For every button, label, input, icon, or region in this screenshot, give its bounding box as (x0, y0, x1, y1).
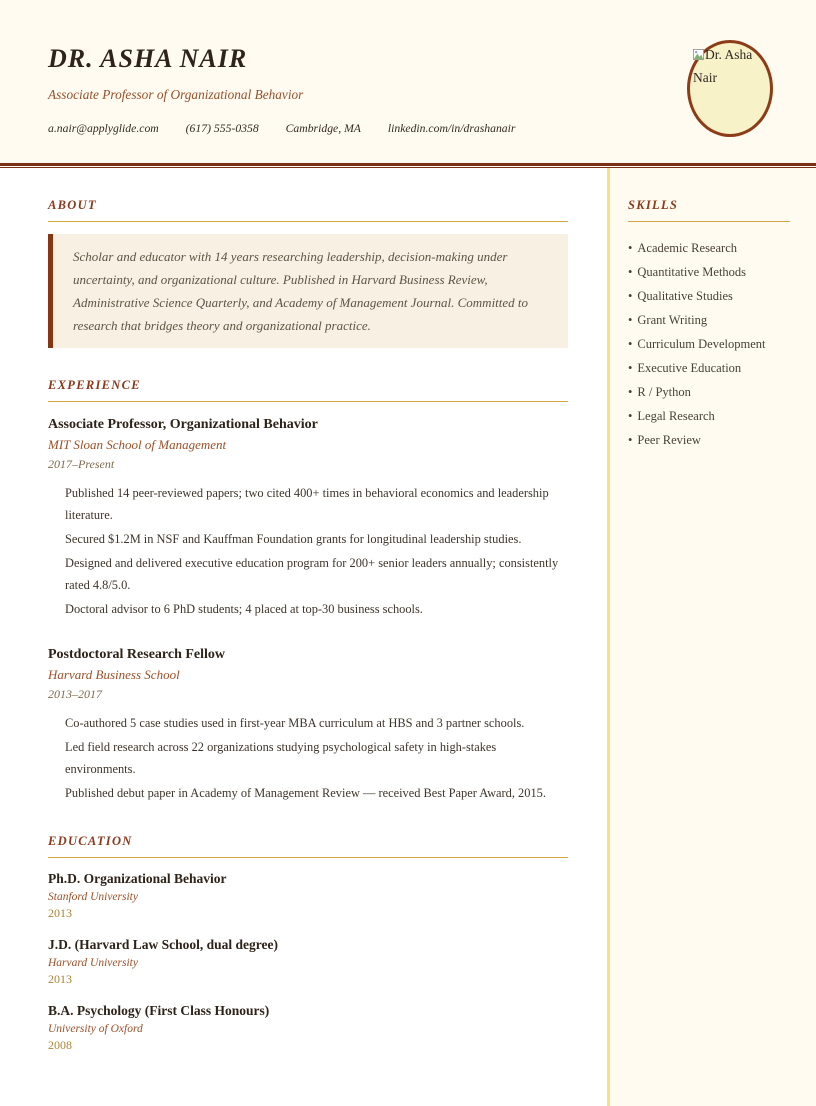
degree-year: 2008 (48, 1038, 72, 1052)
photo-alt-text: Dr. Asha Nair (693, 47, 753, 85)
resume-header (0, 0, 816, 166)
job-bullet-list (65, 712, 568, 804)
job-title: Postdoctoral Research Fellow (48, 647, 226, 662)
profile-photo-broken-image (687, 40, 773, 137)
about-section (48, 198, 568, 348)
job-bullet: Published debut paper in Academy of Management Review — received Best Paper Award, 2015. (65, 786, 546, 800)
degree-year: 2013 (48, 972, 72, 986)
job-bullet-list (65, 482, 568, 620)
about-heading: ABOUT (48, 198, 568, 222)
bullet-icon: • (628, 289, 633, 303)
education-section (48, 834, 568, 1052)
bullet-icon: • (628, 409, 633, 423)
job-dates: 2017–Present (48, 457, 115, 471)
contact-linkedin: linkedin.com/in/drashanair (387, 122, 516, 135)
skill-label: Legal Research (637, 409, 715, 423)
job-entry (48, 416, 568, 620)
degree-entry (48, 1002, 568, 1052)
skill-item (628, 308, 790, 332)
skill-label: Quantitative Methods (637, 265, 747, 279)
degree-school: Stanford University (48, 891, 138, 903)
skill-label: Academic Research (637, 241, 737, 255)
job-bullet: Secured $1.2M in NSF and Kauffman Foundation grants for longitudinal leadership studies. (65, 532, 522, 546)
degree-year: 2013 (48, 906, 72, 920)
person-title: Associate Professor of Organizational Behavior (48, 87, 304, 102)
skills-heading: SKILLS (628, 198, 790, 222)
job-company: MIT Sloan School of Management (48, 437, 227, 452)
experience-section (48, 378, 568, 804)
skills-sidebar (607, 168, 816, 1106)
contact-phone: (617) 555-0358 (185, 122, 259, 135)
skill-label: Qualitative Studies (637, 289, 733, 303)
skill-item (628, 356, 790, 380)
bullet-icon: • (628, 385, 633, 399)
skill-item (628, 380, 790, 404)
main-column (0, 168, 607, 1106)
bullet-icon: • (628, 433, 633, 447)
skill-label: Curriculum Development (637, 337, 766, 351)
skills-list (628, 236, 790, 452)
content-row (0, 168, 816, 1106)
job-bullet: Co-authored 5 case studies used in first-year MBA curriculum at HBS and 3 partner schools. (65, 716, 525, 730)
skill-item (628, 404, 790, 428)
about-summary: Scholar and educator with 14 years researching leadership, decision-making under uncertainty, and organizational culture. Published in Harvard Business Review, Administrative Science Quarterly, and Academy of Management Journal. Committed to research that bridges theory and organizational practice. (48, 234, 568, 348)
job-company: Harvard Business School (48, 667, 180, 682)
job-title: Associate Professor, Organizational Behavior (48, 417, 318, 432)
skill-item (628, 236, 790, 260)
job-bullet: Designed and delivered executive education program for 200+ senior leaders annually; consistently rated 4.8/5.0. (65, 556, 559, 592)
contact-email: a.nair@applyglide.com (48, 122, 159, 135)
degree-title: Ph.D. Organizational Behavior (48, 871, 227, 886)
experience-heading: EXPERIENCE (48, 378, 568, 402)
skill-label: Executive Education (637, 361, 742, 375)
job-bullet: Published 14 peer-reviewed papers; two cited 400+ times in behavioral economics and leadership literature. (65, 486, 549, 522)
skill-item (628, 284, 790, 308)
degree-title: J.D. (Harvard Law School, dual degree) (48, 937, 278, 952)
degree-entry (48, 870, 568, 920)
broken-image-icon (693, 45, 704, 67)
degree-school: Harvard University (48, 957, 138, 969)
skill-label: Peer Review (637, 433, 701, 447)
bullet-icon: • (628, 361, 633, 375)
skill-item (628, 428, 790, 452)
bullet-icon: • (628, 241, 633, 255)
job-bullet: Doctoral advisor to 6 PhD students; 4 placed at top-30 business schools. (65, 602, 423, 616)
person-name: DR. ASHA NAIR (48, 44, 248, 73)
contact-row (48, 122, 773, 135)
skill-label: Grant Writing (637, 313, 708, 327)
bullet-icon: • (628, 265, 633, 279)
bullet-icon: • (628, 313, 633, 327)
job-entry (48, 646, 568, 804)
bullet-icon: • (628, 337, 633, 351)
skill-label: R / Python (637, 385, 691, 399)
degree-school: University of Oxford (48, 1023, 143, 1035)
job-bullet: Led field research across 22 organizations studying psychological safety in high-stakes environments. (65, 740, 497, 776)
degree-entry (48, 936, 568, 986)
education-heading: EDUCATION (48, 834, 568, 858)
contact-location: Cambridge, MA (285, 122, 361, 135)
job-dates: 2013–2017 (48, 687, 102, 701)
skill-item (628, 332, 790, 356)
skill-item (628, 260, 790, 284)
degree-title: B.A. Psychology (First Class Honours) (48, 1003, 270, 1018)
